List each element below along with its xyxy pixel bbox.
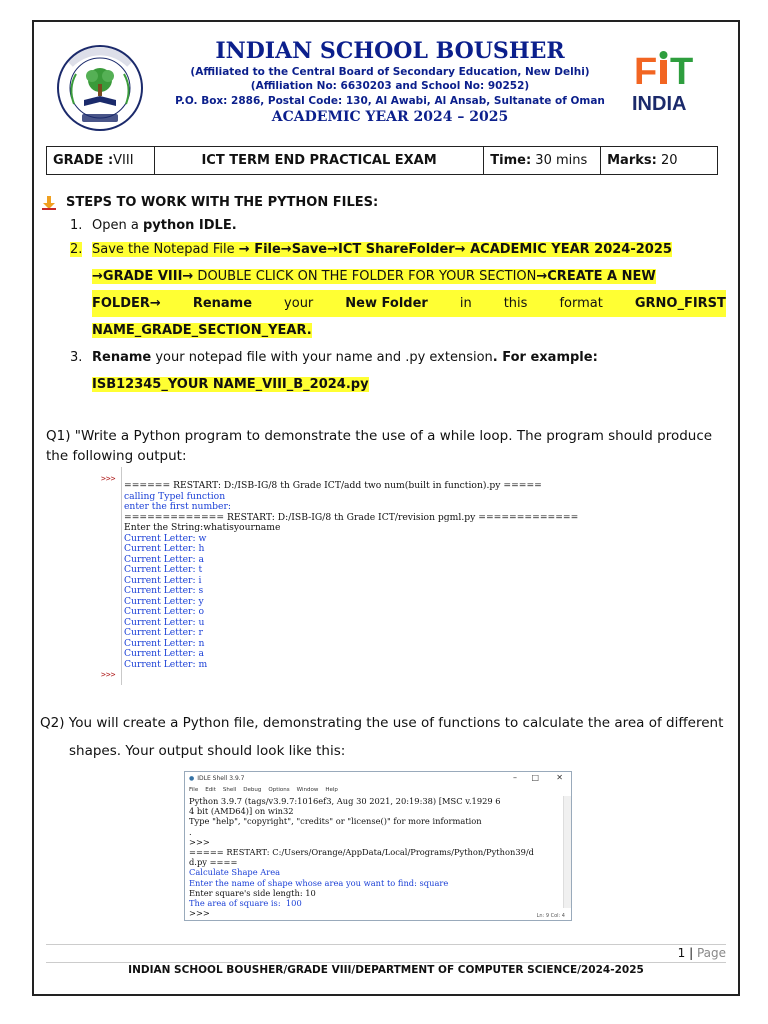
academic-year: ACADEMIC YEAR 2024 – 2025 xyxy=(271,109,509,125)
idle-output-line: Type "help", "copyright", "credits" or "license()" for more information xyxy=(189,816,482,827)
step-2: Save the Notepad File → File→Save→ICT ShareFolder→ ACADEMIC YEAR 2024-2025 →GRADE VIII→ DOUBLE CLICK ON THE FOLDER FOR YOUR SECTION→CREATE A NEW FOLDER→ Rename your New Folder in this format GRNO_FIRST NAME_GRADE_SECTION_YEAR. xyxy=(92,242,726,338)
menu-help[interactable]: Help xyxy=(325,787,338,793)
idle-menubar xyxy=(185,785,571,795)
shell-output-line: ====== RESTART: D:/ISB-IG/8 th Grade ICT/add two num(built in function).py ===== xyxy=(124,480,542,491)
q2-idle-screenshot xyxy=(184,771,572,921)
school-crest-icon xyxy=(52,44,148,132)
down-arrow-icon xyxy=(42,196,56,210)
idle-output-line: ===== RESTART: C:/Users/Orange/AppData/Local/Programs/Python/Python39/d xyxy=(189,847,534,858)
step-2-line-3: FOLDER→ Rename your New Folder in this format GRNO_FIRST xyxy=(92,290,726,317)
shell-output-line: Current Letter: m xyxy=(124,658,208,670)
footer-divider xyxy=(46,962,726,963)
python-icon: ● xyxy=(189,775,195,782)
close-button[interactable]: ✕ xyxy=(556,773,563,782)
shell-output-line: Current Letter: s xyxy=(124,585,204,596)
minimize-button[interactable]: – xyxy=(513,773,517,782)
menu-debug[interactable]: Debug xyxy=(243,787,262,793)
footer-divider xyxy=(46,944,726,945)
menu-window[interactable]: Window xyxy=(296,787,319,793)
shell-output-line: Current Letter: a xyxy=(124,553,204,565)
shell-output-line: enter the first number: xyxy=(124,501,231,512)
shell-output-line: Current Letter: o xyxy=(124,606,204,617)
menu-shell[interactable]: Shell xyxy=(222,787,237,793)
time-cell: Time: 30 mins xyxy=(484,147,601,175)
step-1-number: 1. xyxy=(70,218,83,233)
idle-output-line: >>> xyxy=(189,908,210,919)
idle-status-bar: Ln: 9 Col: 4 xyxy=(536,913,565,919)
fit-india-label: INDIA xyxy=(632,93,687,114)
svg-text:T: T xyxy=(670,51,694,93)
shell-prompt: >>> xyxy=(101,670,116,679)
idle-output-line: d.py ==== xyxy=(189,857,238,868)
shell-output-line: Current Letter: t xyxy=(124,564,203,575)
step-1: Open a python IDLE. xyxy=(92,218,237,233)
shell-output-line: Current Letter: n xyxy=(124,637,205,649)
shell-output-line: Current Letter: y xyxy=(124,595,204,607)
shell-output-line: calling Typel function xyxy=(124,490,226,502)
shell-output-line: Current Letter: w xyxy=(124,532,207,544)
page-number: 1 | Page xyxy=(677,946,726,960)
shell-output-line: Current Letter: r xyxy=(124,627,203,638)
school-address: P.O. Box: 2886, Postal Code: 130, Al Awabi, Al Ansab, Sultanate of Oman xyxy=(175,95,605,107)
shell-output-line: ============= RESTART: D:/ISB-IG/8 th Grade ICT/revision pgml.py ============= xyxy=(124,511,579,523)
shell-output-line: Enter the String:whatisyourname xyxy=(124,522,281,533)
shell-output xyxy=(124,481,578,670)
q1-output-screenshot xyxy=(100,467,610,685)
idle-output-line: >>> xyxy=(189,836,210,847)
idle-output-line: Calculate Shape Area xyxy=(189,867,281,878)
svg-text:F: F xyxy=(634,51,658,93)
menu-edit[interactable]: Edit xyxy=(205,787,216,793)
exam-info-table xyxy=(46,146,718,175)
affiliation-line-2: (Affiliation No: 6630203 and School No: 90252) xyxy=(250,80,530,92)
grade-cell: GRADE :VIII xyxy=(47,147,155,175)
idle-output-line: Enter square's side length: 10 xyxy=(189,887,316,898)
school-name: INDIAN SCHOOL BOUSHER xyxy=(215,38,565,64)
idle-output-line: The area of square is: 100 xyxy=(189,898,302,909)
maximize-button[interactable]: □ xyxy=(531,773,539,782)
step-3-number: 3. xyxy=(70,350,83,365)
idle-shell-output xyxy=(189,796,534,918)
menu-options[interactable]: Options xyxy=(268,787,290,793)
marks-cell: Marks: 20 xyxy=(601,147,718,175)
step-3: Rename your notepad file with your name and .py extension. For example: ISB12345_YOUR NAME_VIII_B_2024.py xyxy=(92,350,598,392)
question-1: Q1) "Write a Python program to demonstrate the use of a while loop. The program should produce the following output: xyxy=(46,428,713,464)
idle-output-line: . xyxy=(189,826,192,837)
question-2: Q2) You will create a Python file, demonstrating the use of functions to calculate the area of different shapes. Your output should look like this: xyxy=(40,715,724,759)
steps-heading: STEPS TO WORK WITH THE PYTHON FILES: xyxy=(42,195,378,210)
affiliation-line-1: (Affiliated to the Central Board of Secondary Education, New Delhi) xyxy=(190,66,590,78)
menu-file[interactable]: File xyxy=(189,787,199,793)
shell-output-line: Current Letter: i xyxy=(124,574,202,586)
idle-output-line: 4 bit (AMD64)] on win32 xyxy=(189,806,294,817)
idle-window-title: IDLE Shell 3.9.7 xyxy=(197,775,245,782)
shell-output-line: Current Letter: a xyxy=(124,648,204,659)
shell-prompt: >>> xyxy=(101,474,116,483)
exam-title-cell: ICT TERM END PRACTICAL EXAM xyxy=(154,147,483,175)
idle-output-line: Python 3.9.7 (tags/v3.9.7:1016ef3, Aug 30 2021, 20:19:38) [MSC v.1929 6 xyxy=(189,796,501,806)
shell-output-line: Current Letter: u xyxy=(124,616,205,628)
shell-gutter xyxy=(100,467,122,685)
step-2-number: 2. xyxy=(70,242,83,257)
fit-india-logo xyxy=(628,50,710,114)
vertical-scrollbar[interactable] xyxy=(563,796,571,908)
idle-output-line: Enter the name of shape whose area you want to find: square xyxy=(189,877,449,888)
footer-text: INDIAN SCHOOL BOUSHER/GRADE VIII/DEPARTMENT OF COMPUTER SCIENCE/2024-2025 xyxy=(128,964,644,976)
shell-output-line: Current Letter: h xyxy=(124,543,205,554)
idle-titlebar xyxy=(185,772,571,785)
